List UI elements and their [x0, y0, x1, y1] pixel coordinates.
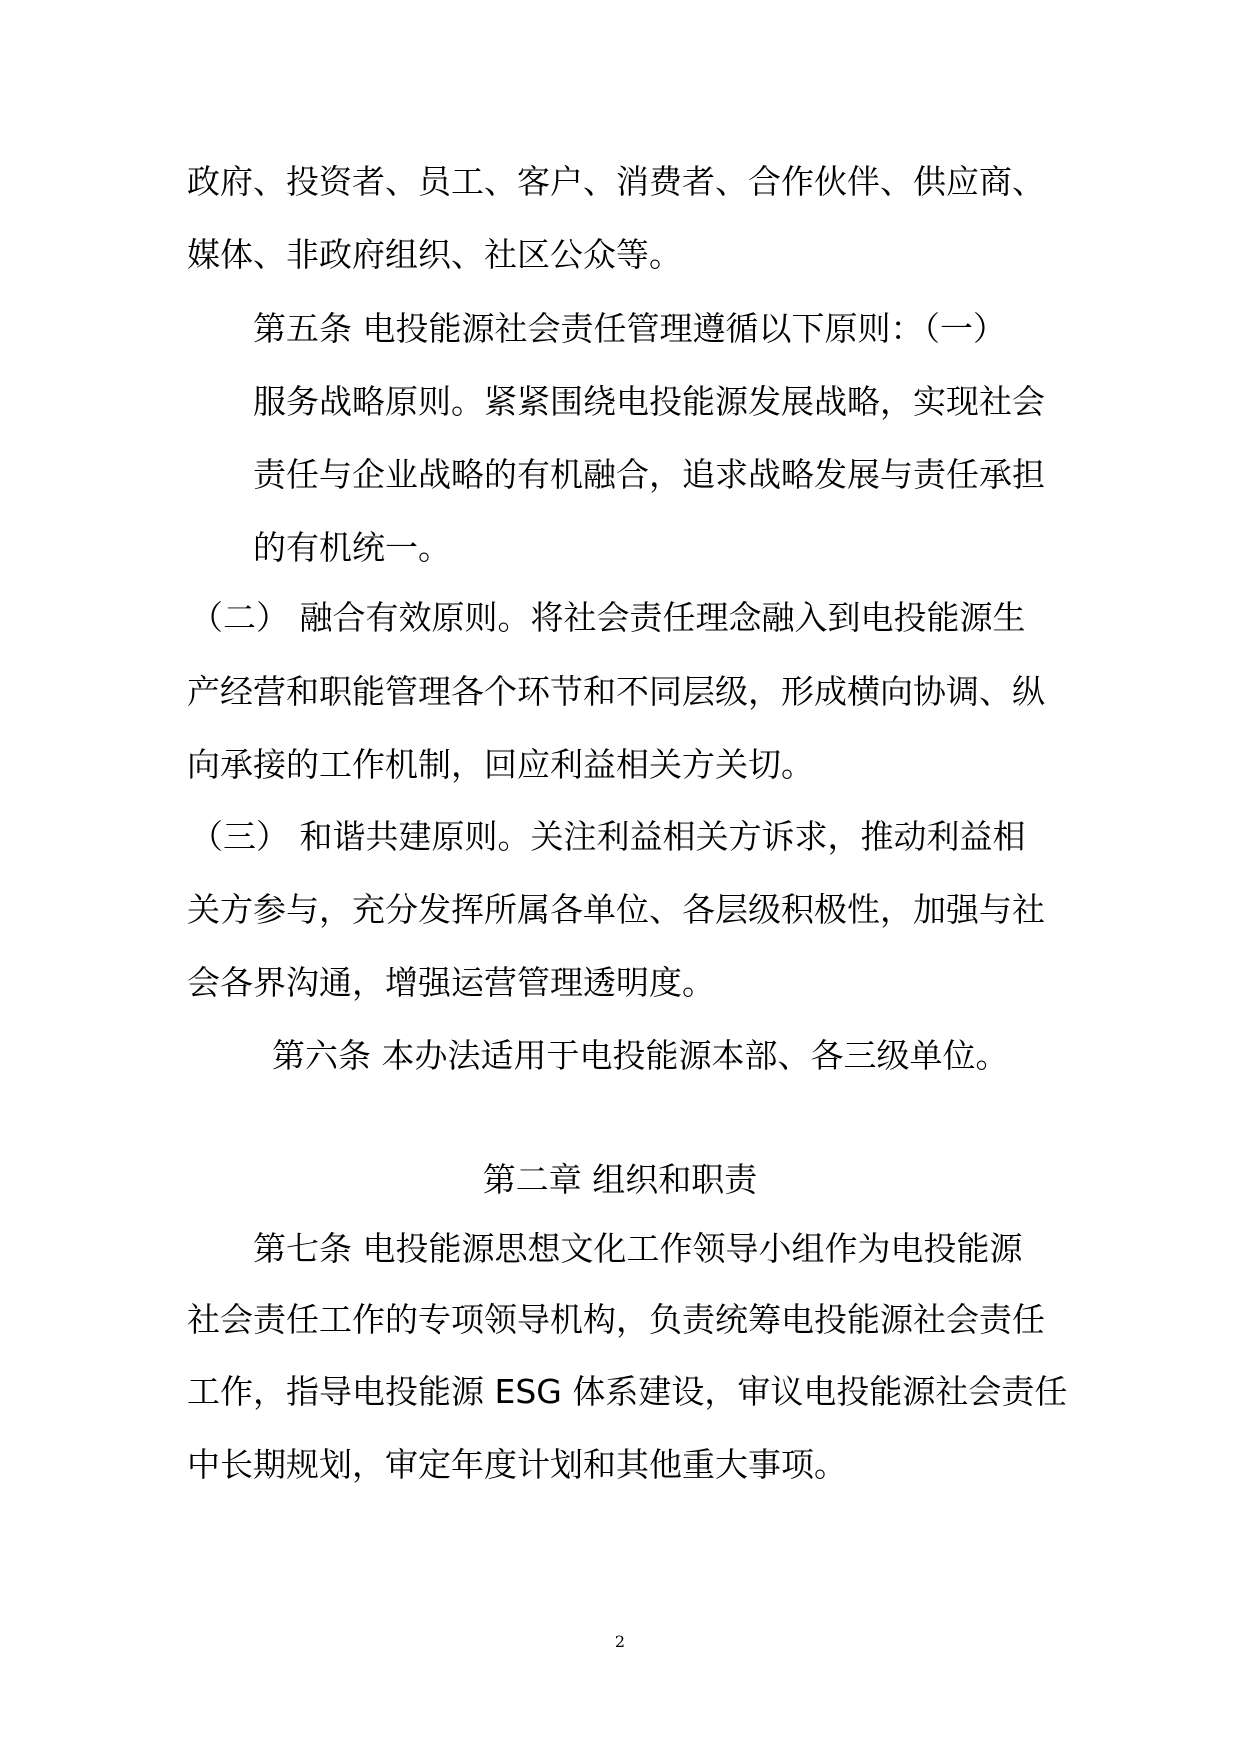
page-number: 2 — [614, 1632, 626, 1651]
text-line: 工作，指导电投能源 ESG 体系建设，审议电投能源社会责任 — [187, 1372, 1068, 1411]
text-line: 服务战略原则。紧紧围绕电投能源发展战略，实现社会 — [253, 382, 1045, 421]
text-line: 关方参与，充分发挥所属各单位、各层级积极性，加强与社 — [187, 890, 1045, 929]
text-line: 产经营和职能管理各个环节和不同层级，形成横向协调、纵 — [187, 672, 1045, 711]
text-line: （三） 和谐共建原则。关注利益相关方诉求，推动利益相 — [190, 817, 1026, 856]
text-line: 第六条 本办法适用于电投能源本部、各三级单位。 — [272, 1036, 1009, 1075]
text-line: 第七条 电投能源思想文化工作领导小组作为电投能源 — [253, 1229, 1023, 1268]
text-line: 社会责任工作的专项领导机构，负责统筹电投能源社会责任 — [187, 1300, 1045, 1339]
text-line: 会各界沟通，增强运营管理透明度。 — [187, 963, 715, 1002]
chapter-heading: 第二章 组织和职责 — [482, 1160, 758, 1199]
text-line: 责任与企业战略的有机融合，追求战略发展与责任承担 — [253, 455, 1045, 494]
text-line: 媒体、非政府组织、社区公众等。 — [187, 235, 682, 274]
text-line: 政府、投资者、员工、客户、消费者、合作伙伴、供应商、 — [187, 162, 1045, 201]
text-line: （二） 融合有效原则。将社会责任理念融入到电投能源生 — [190, 598, 1026, 637]
text-line: 的有机统一。 — [253, 528, 451, 567]
text-line: 向承接的工作机制，回应利益相关方关切。 — [187, 745, 814, 784]
text-line: 第五条 电投能源社会责任管理遵循以下原则：（一） — [253, 309, 1006, 348]
text-line: 中长期规划，审定年度计划和其他重大事项。 — [187, 1445, 847, 1484]
